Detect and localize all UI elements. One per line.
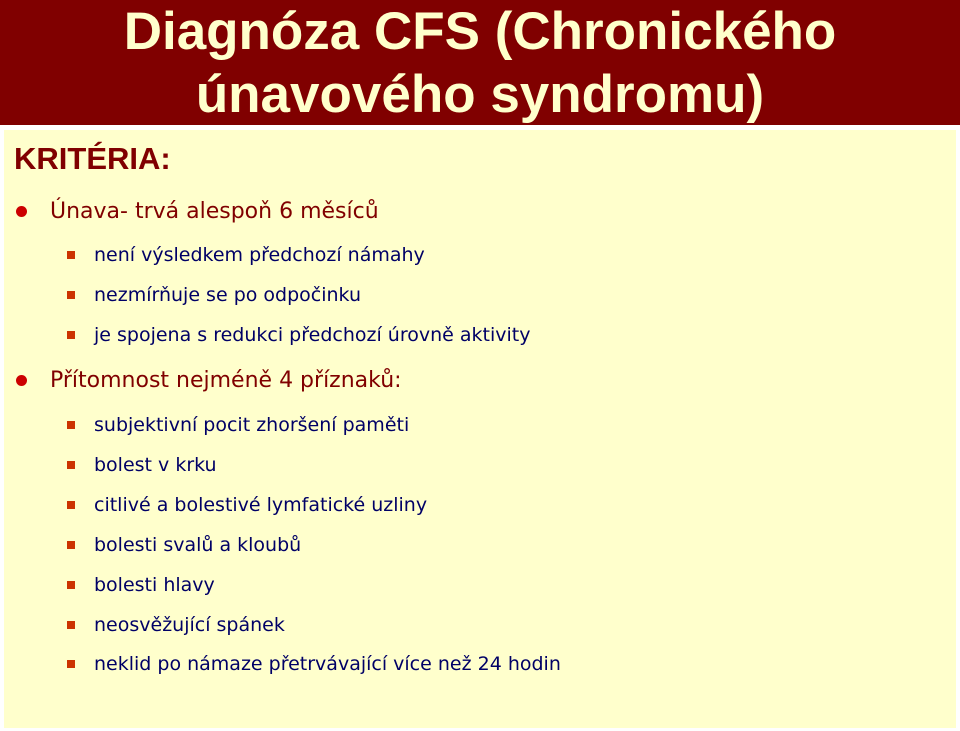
slide-title-line-1: Diagnóza CFS (Chronického bbox=[123, 2, 837, 61]
square-bullet-icon bbox=[67, 461, 75, 469]
sub-bullet-text: bolesti svalů a kloubů bbox=[94, 534, 302, 556]
square-bullet-icon bbox=[67, 421, 75, 429]
square-bullet-icon bbox=[67, 541, 75, 549]
bullet-dot-icon bbox=[16, 206, 27, 217]
square-bullet-icon bbox=[67, 251, 75, 259]
sub-bullet-text: je spojena s redukci předchozí úrovně aktivity bbox=[94, 324, 531, 346]
sub-bullet-text: subjektivní pocit zhoršení paměti bbox=[94, 414, 410, 436]
slide-content-panel bbox=[4, 130, 956, 728]
square-bullet-icon bbox=[67, 621, 75, 629]
bullet-symptoms-label: Přítomnost nejméně 4 příznaků: bbox=[50, 368, 402, 393]
bullet-dot-icon bbox=[16, 375, 27, 386]
sub-bullet-text: bolesti hlavy bbox=[94, 574, 215, 596]
slide-title-bar bbox=[0, 0, 960, 125]
sub-bullet-text: nezmírňuje se po odpočinku bbox=[94, 284, 362, 306]
slide-title-line-2: únavového syndromu) bbox=[195, 65, 765, 124]
square-bullet-icon bbox=[67, 581, 75, 589]
sub-bullet-text: bolest v krku bbox=[94, 454, 217, 476]
square-bullet-icon bbox=[67, 501, 75, 509]
criteria-heading: KRITÉRIA: bbox=[14, 141, 171, 176]
square-bullet-icon bbox=[67, 660, 75, 668]
sub-bullet-text: neklid po námaze přetrvávající více než 24 hodin bbox=[94, 653, 561, 675]
bullet-fatigue-label: Únava- trvá alespoň 6 měsíců bbox=[50, 199, 379, 224]
sub-bullet-text: není výsledkem předchozí námahy bbox=[94, 244, 425, 266]
square-bullet-icon bbox=[67, 331, 75, 339]
sub-bullet-text: citlivé a bolestivé lymfatické uzliny bbox=[94, 494, 428, 516]
sub-bullet-text: neosvěžující spánek bbox=[94, 614, 285, 636]
square-bullet-icon bbox=[67, 291, 75, 299]
